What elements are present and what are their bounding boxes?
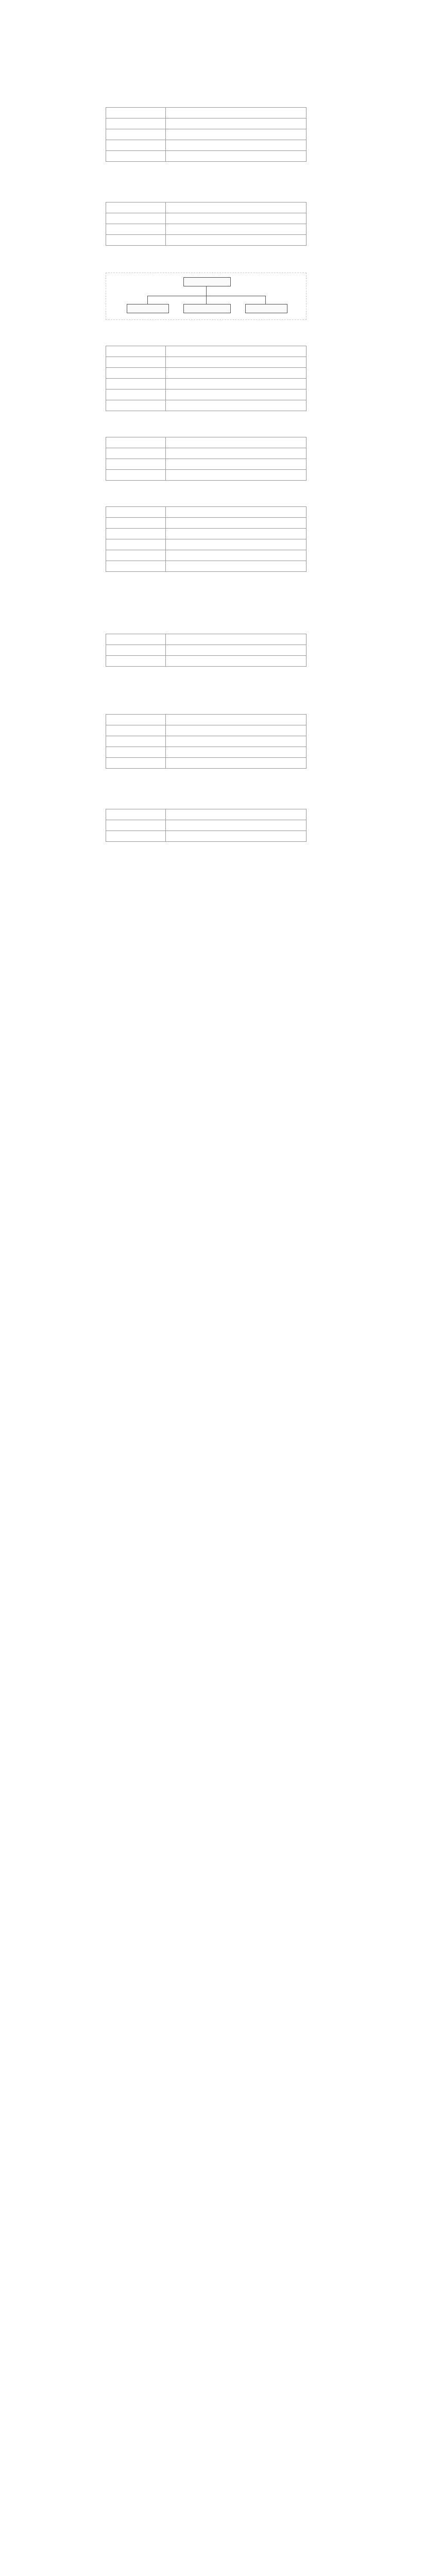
diagram-node — [245, 304, 287, 313]
table-label-cell — [106, 539, 166, 550]
table-row — [106, 809, 307, 820]
table-content-cell — [165, 809, 306, 820]
table-label-cell — [106, 820, 166, 831]
table-label-cell — [106, 129, 166, 140]
table-label-cell — [106, 140, 166, 151]
table-content-cell — [165, 470, 306, 481]
paragraph — [106, 625, 307, 632]
table-content-cell — [165, 140, 306, 151]
section-heading — [106, 83, 307, 90]
table-label-cell — [106, 448, 166, 459]
table-content-cell — [165, 725, 306, 736]
table-content-cell — [165, 235, 306, 246]
table-content-cell — [165, 379, 306, 389]
table-label-cell — [106, 809, 166, 820]
section-heading — [106, 490, 307, 497]
table-label-cell — [106, 213, 166, 224]
table-row — [106, 518, 307, 529]
table-content-cell — [165, 539, 306, 550]
table-row — [106, 459, 307, 470]
table-label-cell — [106, 459, 166, 470]
section — [106, 83, 307, 162]
table-content-cell — [165, 108, 306, 118]
flow-diagram — [106, 273, 307, 320]
section-heading — [106, 420, 307, 427]
table-row — [106, 448, 307, 459]
table-row — [106, 831, 307, 842]
table-content-cell — [165, 715, 306, 725]
rules-table — [106, 107, 307, 162]
table-row — [106, 820, 307, 831]
section — [106, 329, 307, 411]
table-content-cell — [165, 118, 306, 129]
table-label-cell — [106, 634, 166, 645]
paragraph — [106, 92, 307, 98]
table-row — [106, 379, 307, 389]
section — [106, 581, 307, 667]
table-row — [106, 389, 307, 400]
rules-table — [106, 634, 307, 667]
table-row — [106, 634, 307, 645]
table-label-cell — [106, 118, 166, 129]
table-label-cell — [106, 747, 166, 758]
paragraph — [106, 46, 307, 53]
table-content-cell — [165, 561, 306, 572]
paragraph — [106, 786, 307, 792]
table-content-cell — [165, 736, 306, 747]
section-heading — [106, 329, 307, 336]
table-row — [106, 539, 307, 550]
paragraph — [106, 684, 307, 690]
paragraph — [106, 793, 307, 800]
table-row — [106, 140, 307, 151]
rules-table — [106, 809, 307, 842]
table-content-cell — [165, 346, 306, 357]
table-row — [106, 561, 307, 572]
paragraph — [106, 337, 307, 344]
table-label-cell — [106, 202, 166, 213]
paragraph — [106, 61, 307, 67]
table-label-cell — [106, 645, 166, 656]
table-label-cell — [106, 108, 166, 118]
table-label-cell — [106, 151, 166, 162]
table-row — [106, 357, 307, 368]
table-label-cell — [106, 379, 166, 389]
section-heading — [106, 676, 307, 683]
rules-table — [106, 346, 307, 411]
paragraph — [106, 604, 307, 610]
table-row — [106, 715, 307, 725]
table-row — [106, 400, 307, 411]
table-content-cell — [165, 357, 306, 368]
table-label-cell — [106, 550, 166, 561]
table-row — [106, 108, 307, 118]
section-heading — [106, 171, 307, 178]
table-label-cell — [106, 656, 166, 667]
table-content-cell — [165, 437, 306, 448]
table-row — [106, 129, 307, 140]
table-label-cell — [106, 758, 166, 769]
paragraph — [106, 611, 307, 617]
section-heading — [106, 778, 307, 785]
diagram-node — [127, 304, 169, 313]
table-row — [106, 346, 307, 357]
diagram-node — [183, 304, 231, 313]
paragraph — [106, 618, 307, 624]
table-row — [106, 224, 307, 235]
table-row — [106, 736, 307, 747]
table-row — [106, 202, 307, 213]
paragraph — [106, 801, 307, 807]
rules-table — [106, 437, 307, 481]
paragraph — [106, 68, 307, 74]
diagram-connector — [147, 296, 148, 304]
table-row — [106, 151, 307, 162]
table-label-cell — [106, 400, 166, 411]
table-row — [106, 437, 307, 448]
paragraph — [106, 589, 307, 596]
paragraph — [106, 699, 307, 705]
table-label-cell — [106, 224, 166, 235]
table-content-cell — [165, 529, 306, 539]
table-content-cell — [165, 550, 306, 561]
table-label-cell — [106, 389, 166, 400]
table-content-cell — [165, 820, 306, 831]
table-content-cell — [165, 656, 306, 667]
diagram-connector — [206, 296, 207, 304]
section-heading — [106, 581, 307, 588]
diagram-connector — [265, 296, 266, 304]
section — [106, 490, 307, 572]
table-content-cell — [165, 224, 306, 235]
table-row — [106, 470, 307, 481]
table-content-cell — [165, 747, 306, 758]
table-content-cell — [165, 507, 306, 518]
table-label-cell — [106, 736, 166, 747]
table-label-cell — [106, 235, 166, 246]
table-label-cell — [106, 507, 166, 518]
paragraph — [106, 706, 307, 712]
paragraph — [106, 597, 307, 603]
table-content-cell — [165, 459, 306, 470]
rules-table — [106, 202, 307, 246]
table-content-cell — [165, 389, 306, 400]
paragraph — [106, 498, 307, 504]
table-label-cell — [106, 368, 166, 379]
rules-table — [106, 506, 307, 572]
paragraph — [106, 263, 307, 269]
section-heading — [106, 16, 307, 23]
table-row — [106, 550, 307, 561]
table-row — [106, 368, 307, 379]
table-label-cell — [106, 831, 166, 842]
paragraph — [106, 25, 307, 31]
table-row — [106, 645, 307, 656]
section — [106, 420, 307, 481]
table-content-cell — [165, 831, 306, 842]
table-row — [106, 758, 307, 769]
table-content-cell — [165, 368, 306, 379]
table-label-cell — [106, 561, 166, 572]
table-content-cell — [165, 645, 306, 656]
section-list — [106, 16, 307, 842]
table-row — [106, 118, 307, 129]
paragraph — [106, 54, 307, 60]
table-row — [106, 507, 307, 518]
table-content-cell — [165, 634, 306, 645]
section — [106, 16, 307, 74]
diagram-node — [183, 277, 231, 286]
table-label-cell — [106, 470, 166, 481]
paragraph — [106, 194, 307, 200]
paragraph — [106, 99, 307, 105]
table-label-cell — [106, 357, 166, 368]
rules-table — [106, 714, 307, 769]
paragraph — [106, 39, 307, 45]
section — [106, 778, 307, 842]
table-label-cell — [106, 725, 166, 736]
paragraph — [106, 32, 307, 38]
table-content-cell — [165, 213, 306, 224]
table-content-cell — [165, 202, 306, 213]
table-row — [106, 656, 307, 667]
table-label-cell — [106, 346, 166, 357]
diagram-connector — [206, 286, 207, 296]
paragraph — [106, 691, 307, 698]
table-content-cell — [165, 129, 306, 140]
table-label-cell — [106, 529, 166, 539]
table-content-cell — [165, 518, 306, 529]
table-label-cell — [106, 437, 166, 448]
section — [106, 171, 307, 246]
table-content-cell — [165, 448, 306, 459]
section-heading — [106, 255, 307, 262]
table-row — [106, 235, 307, 246]
table-row — [106, 529, 307, 539]
table-label-cell — [106, 518, 166, 529]
table-row — [106, 213, 307, 224]
section — [106, 676, 307, 769]
table-content-cell — [165, 400, 306, 411]
table-row — [106, 725, 307, 736]
paragraph — [106, 187, 307, 193]
paragraph — [106, 429, 307, 435]
section — [106, 255, 307, 320]
table-row — [106, 747, 307, 758]
table-label-cell — [106, 715, 166, 725]
paragraph — [106, 179, 307, 185]
document-title — [106, 4, 307, 11]
table-content-cell — [165, 758, 306, 769]
table-content-cell — [165, 151, 306, 162]
